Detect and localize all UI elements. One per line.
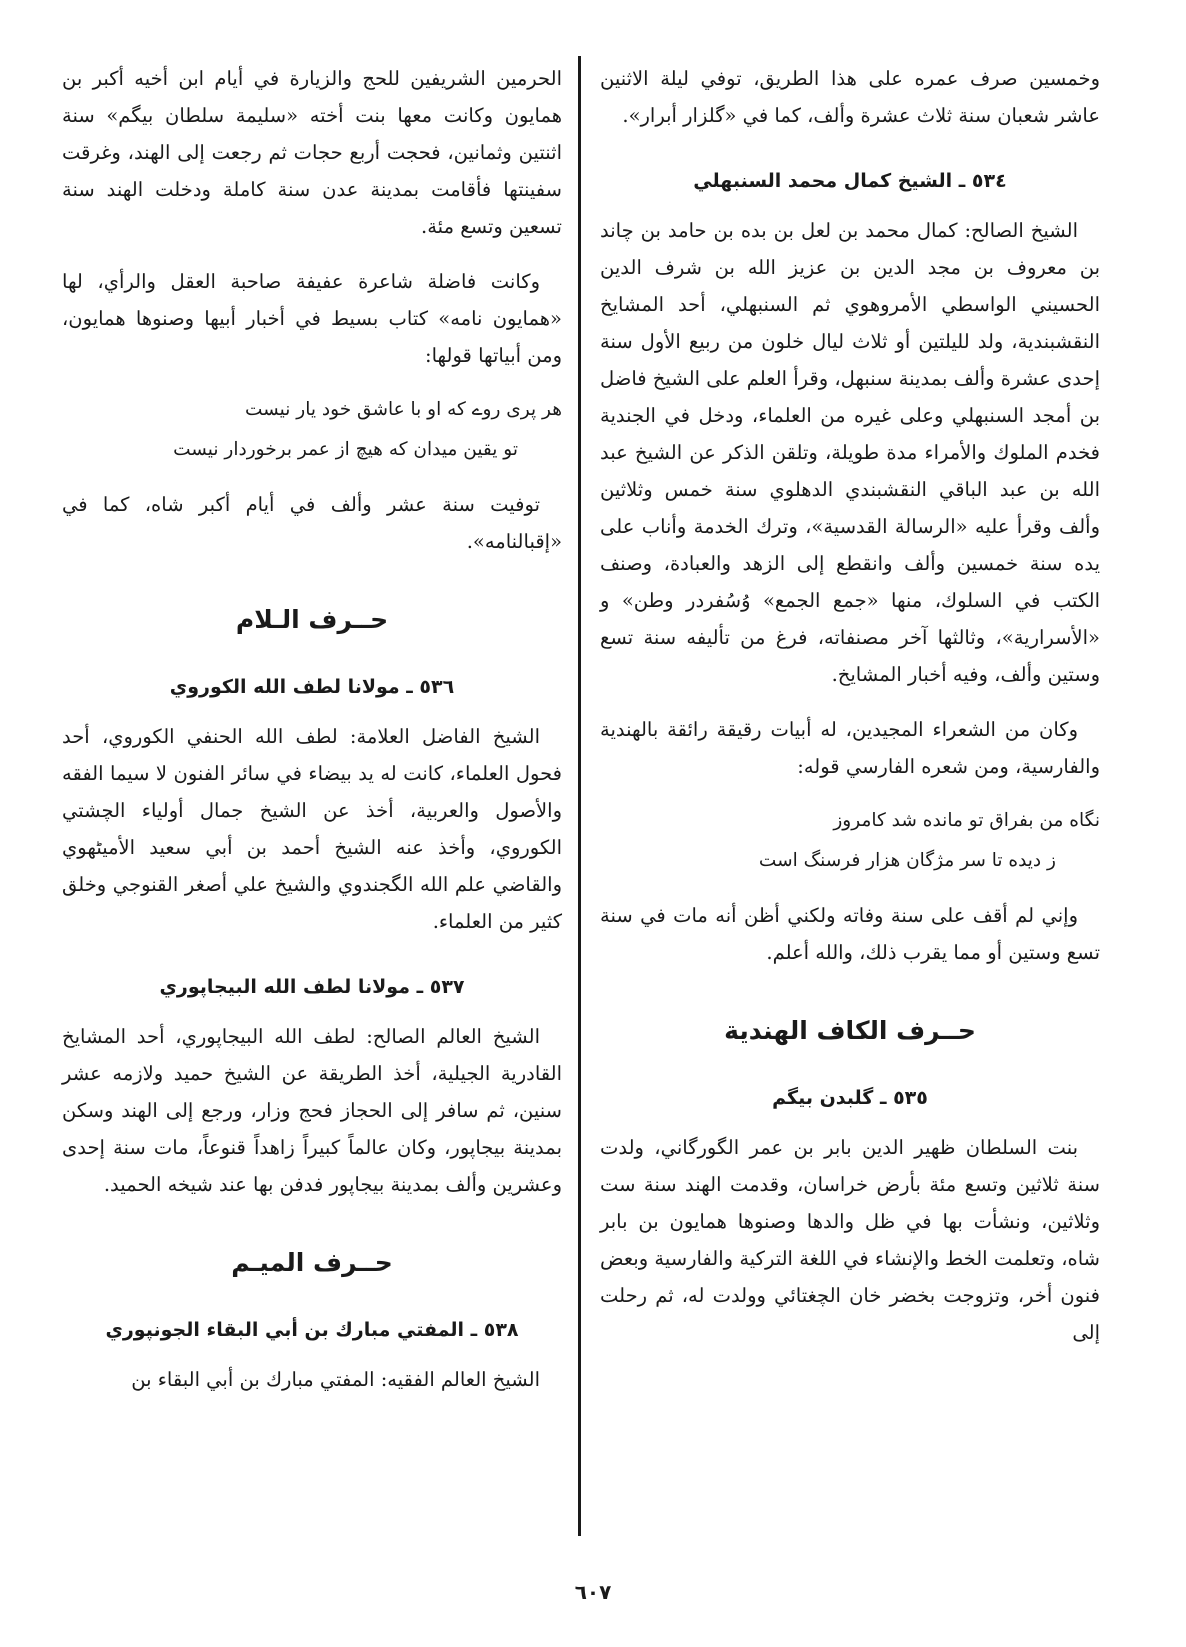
paragraph: الشيخ العالم الفقيه: المفتي مبارك بن أبي البقاء بن bbox=[131, 1368, 540, 1391]
paragraph: وكان من الشعراء المجيدين، له أبيات رقيقة رائقة بالهندية والفارسية، ومن شعره الفارسي قوله: bbox=[600, 718, 1100, 778]
verse-line: هر پری روے كه او با عاشق خود يار نيست bbox=[245, 399, 562, 420]
verse-line: تو يقين ميدان كه هيچ از عمر برخوردار نيست bbox=[173, 439, 518, 460]
entry-title-538: ٥٣٨ ـ المفتي مبارك بن أبي البقاء الجونپوري bbox=[105, 1319, 519, 1341]
section-title-mim: حــرف الميـم bbox=[231, 1248, 393, 1277]
section-title-kaf: حــرف الكاف الهندية bbox=[724, 1016, 976, 1045]
entry-title-537: ٥٣٧ ـ مولانا لطف الله البيجاپوري bbox=[159, 976, 465, 998]
entry-title-535: ٥٣٥ ـ گلبدن بيگم bbox=[772, 1087, 928, 1109]
left-column bbox=[62, 60, 562, 1416]
page-number: ٦٠٧ bbox=[574, 1580, 612, 1604]
paragraph: بنت السلطان ظهير الدين بابر بن عمر الگورگاني، ولدت سنة ثلاثين وتسع مئة بأرض خراسان، وقدمت الهند سنة ست وثلاثين، ونشأت بها في ظل والدها وصنوها همايون بن بابر شاه، وتعلمت الخط والإنشاء في اللغة التركية والفارسية وبعض فنون أخر، وتزوجت بخضر خان الچغتائي وولدت له، ثم رحلت إلى bbox=[600, 1136, 1100, 1344]
paragraph: توفيت سنة عشر وألف في أيام أكبر شاه، كما في «إقبالنامه». bbox=[62, 493, 562, 553]
entry-title-536: ٥٣٦ ـ مولانا لطف الله الكوروي bbox=[169, 676, 455, 698]
paragraph: الحرمين الشريفين للحج والزيارة في أيام ابن أخيه أكبر بن همايون وكانت معها بنت أخته «سليمة سلطان بيگم» سنة اثنتين وثمانين، فحجت أربع حجات ثم رجعت إلى الهند، وغرقت سفينتها فأقامت بمدينة عدن سنة كاملة ودخلت الهند سنة تسعين وتسع مئة. bbox=[62, 67, 562, 238]
verse-line: نگاه من بفراق تو مانده شد كامروز bbox=[833, 810, 1100, 831]
column-divider bbox=[578, 56, 581, 1536]
paragraph: الشيخ العالم الصالح: لطف الله البيجاپوري، أحد المشايخ القادرية الجيلية، أخذ الطريقة عن الشيخ حميد ولازمه عشر سنين، ثم سافر إلى الحجاز فحج وزار، ورجع إلى الهند وسكن بمدينة بيجاپور، وكان عالماً كبيراً زاهداً قنوعاً، مات سنة إحدى وعشرين وألف بمدينة بيجاپور فدفن بها عند شيخه الحميد. bbox=[62, 1025, 562, 1196]
section-title-lam: حــرف الـلام bbox=[235, 605, 389, 634]
paragraph: وخمسين صرف عمره على هذا الطريق، توفي ليلة الاثنين عاشر شعبان سنة ثلاث عشرة وألف، كما في «گلزار أبرار». bbox=[600, 67, 1100, 127]
paragraph: الشيخ الفاضل العلامة: لطف الله الحنفي الكوروي، أحد فحول العلماء، كانت له يد بيضاء في سائر الفنون لا سيما الفقه والأصول والعربية، أخذ عن الشيخ جمال أولياء الچشتي الكوروي، وأخذ عنه الشيخ أحمد بن أبي سعيد الأميٹهوي والقاضي علم الله الگجندوي والشيخ علي أصغر القنوجي وخلق كثير من العلماء. bbox=[62, 725, 562, 933]
paragraph: الشيخ الصالح: كمال محمد بن لعل بن بده بن حامد بن چاند بن معروف بن مجد الدين بن عزيز الله بن شرف الدين الحسيني الواسطي الأمروهوي ثم السنبهلي، أحد المشايخ النقشبندية، ولد لليلتين أو ثلاث ليال خلون من ربيع الأول سنة إحدى عشرة وألف بمدينة سنبهل، وقرأ العلم على الشيخ فاضل بن أمجد السنبهلي وعلى غيره من العلماء، ودخل في الجندية فخدم الملوك والأمراء مدة طويلة، وتلقن الذكر عن الشيخ عبد الله بن عبد الباقي النقشبندي الدهلوي سنة خمس وثلاثين وألف وقرأ عليه «الرسالة القدسية»، وترك الخدمة وأناب على يده سنة خمسين وألف وانقطع إلى الزهد والعبادة، وصنف الكتب في السلوك، منها «جمع الجمع» وُسُفردر وطن» و «الأسرارية»، وثالثها آخر مصنفاته، فرغ من تأليفه سنة تسع وستين وألف، وفيه أخبار المشايخ. bbox=[600, 219, 1100, 686]
paragraph: وكانت فاضلة شاعرة عفيفة صاحبة العقل والرأي، لها «همايون نامه» كتاب بسيط في أخبار أبيها وصنوها همايون، ومن أبياتها قولها: bbox=[62, 270, 562, 367]
verse-block bbox=[600, 803, 1100, 879]
verse-block bbox=[62, 392, 562, 468]
paragraph: وإني لم أقف على سنة وفاته ولكني أظن أنه مات في سنة تسع وستين أو مما يقرب ذلك، والله أعلم. bbox=[600, 904, 1100, 964]
entry-title-534: ٥٣٤ ـ الشيخ كمال محمد السنبهلي bbox=[693, 170, 1007, 192]
verse-line: ز ديده تا سر مژگان هزار فرسنگ است bbox=[758, 850, 1056, 871]
right-column bbox=[600, 60, 1100, 1369]
